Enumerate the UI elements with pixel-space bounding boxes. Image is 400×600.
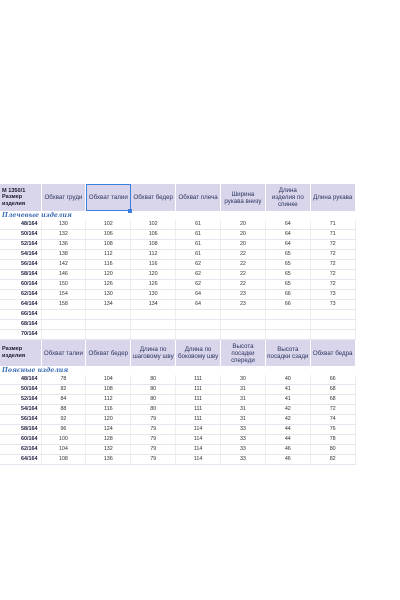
size-cell[interactable]: 56/164 xyxy=(0,415,41,425)
table-cell[interactable]: 111 xyxy=(176,405,221,415)
table-row xyxy=(0,310,400,320)
table-cell[interactable]: 20 xyxy=(221,230,266,240)
table-row xyxy=(0,425,400,435)
table-cell[interactable]: 132 xyxy=(86,445,131,455)
table-cell[interactable]: 65 xyxy=(265,280,310,290)
header-hip-girth[interactable]: Обхват бедер xyxy=(86,340,131,366)
table-cell[interactable]: 116 xyxy=(86,260,131,270)
table-cell[interactable]: 80 xyxy=(131,385,176,395)
table-cell[interactable]: 84 xyxy=(41,395,86,405)
header-back-rise[interactable]: Высота посадки сзади xyxy=(265,340,310,366)
table-cell[interactable]: 71 xyxy=(310,220,355,230)
header-shoulder-girth[interactable]: Обхват плеча xyxy=(176,184,221,211)
spreadsheet xyxy=(0,184,400,465)
table-cell[interactable]: 33 xyxy=(221,425,266,435)
size-cell[interactable]: 64/164 xyxy=(0,455,41,465)
size-cell[interactable]: 58/164 xyxy=(0,270,41,280)
table-cell[interactable]: 82 xyxy=(310,455,355,465)
table-row xyxy=(0,280,400,290)
table-cell[interactable]: 74 xyxy=(310,415,355,425)
size-header-label: Размер изделия xyxy=(2,194,26,207)
table-cell[interactable]: 62 xyxy=(176,260,221,270)
table-cell[interactable]: 31 xyxy=(221,385,266,395)
table-row xyxy=(0,435,400,445)
table-cell[interactable]: 73 xyxy=(310,290,355,300)
table-cell[interactable]: 72 xyxy=(310,240,355,250)
table-cell[interactable]: 134 xyxy=(131,300,176,310)
table-cell[interactable]: 80 xyxy=(131,375,176,385)
header-inseam-length[interactable]: Длина по шаговому шву xyxy=(131,340,176,366)
size-cell[interactable]: 64/164 xyxy=(0,300,41,310)
table-cell[interactable]: 64 xyxy=(265,220,310,230)
table-cell[interactable]: 88 xyxy=(41,405,86,415)
header-sleeve-length[interactable]: Длина рукава xyxy=(310,184,355,211)
header-hip-girth[interactable]: Обхват бедер xyxy=(131,184,176,211)
table-cell[interactable]: 114 xyxy=(176,455,221,465)
table-cell[interactable]: 72 xyxy=(310,260,355,270)
table-cell[interactable]: 120 xyxy=(131,270,176,280)
table-cell[interactable]: 66 xyxy=(310,375,355,385)
table-cell[interactable]: 104 xyxy=(86,375,131,385)
table-cell[interactable]: 79 xyxy=(131,425,176,435)
table-cell[interactable]: 72 xyxy=(310,280,355,290)
table-row xyxy=(0,330,400,340)
table-cell[interactable]: 68 xyxy=(310,395,355,405)
section-title-waist: Поясные изделия xyxy=(2,367,69,374)
size-header-cell[interactable] xyxy=(0,340,41,366)
table-cell[interactable] xyxy=(86,330,131,340)
table-cell[interactable]: 64 xyxy=(176,300,221,310)
table-cell[interactable]: 73 xyxy=(310,300,355,310)
table-cell[interactable] xyxy=(41,310,86,320)
table-cell[interactable] xyxy=(310,320,355,330)
size-cell[interactable]: 60/164 xyxy=(0,280,41,290)
header-chest-girth[interactable]: Обхват груди xyxy=(41,184,86,211)
table-cell[interactable]: 104 xyxy=(41,445,86,455)
table-cell[interactable] xyxy=(265,330,310,340)
table-cell[interactable]: 30 xyxy=(221,375,266,385)
table-cell[interactable]: 66 xyxy=(265,290,310,300)
size-cell[interactable]: 56/164 xyxy=(0,260,41,270)
table-row xyxy=(0,250,400,260)
size-cell[interactable]: 66/164 xyxy=(0,310,41,320)
table-cell[interactable]: 72 xyxy=(310,250,355,260)
table-cell[interactable]: 64 xyxy=(176,290,221,300)
table-cell[interactable]: 114 xyxy=(176,425,221,435)
table-cell[interactable]: 82 xyxy=(41,385,86,395)
table-row xyxy=(0,375,400,385)
table-row xyxy=(0,445,400,455)
header-waist-girth[interactable]: Обхват талии xyxy=(41,340,86,366)
table-cell[interactable]: 46 xyxy=(265,445,310,455)
table-cell[interactable]: 78 xyxy=(41,375,86,385)
table-cell[interactable]: 111 xyxy=(176,375,221,385)
table-cell[interactable]: 146 xyxy=(41,270,86,280)
table-row xyxy=(0,240,400,250)
table-cell[interactable] xyxy=(86,320,131,330)
header-thigh-girth[interactable]: Обхват бедра xyxy=(310,340,355,366)
table-cell[interactable]: 66 xyxy=(265,300,310,310)
table-cell[interactable]: 20 xyxy=(221,240,266,250)
table-cell[interactable] xyxy=(176,320,221,330)
table-cell[interactable]: 42 xyxy=(265,405,310,415)
table-cell[interactable]: 76 xyxy=(310,425,355,435)
table-cell[interactable]: 65 xyxy=(265,260,310,270)
table-cell[interactable]: 112 xyxy=(86,395,131,405)
table-cell[interactable]: 134 xyxy=(86,300,131,310)
size-cell[interactable]: 60/164 xyxy=(0,435,41,445)
table-cell[interactable] xyxy=(221,330,266,340)
table-cell[interactable] xyxy=(265,310,310,320)
table-cell[interactable] xyxy=(265,320,310,330)
table-cell[interactable]: 126 xyxy=(86,280,131,290)
size-cell[interactable]: 70/164 xyxy=(0,330,41,340)
table-cell[interactable]: 142 xyxy=(41,260,86,270)
table-cell[interactable]: 71 xyxy=(310,230,355,240)
table-cell[interactable]: 79 xyxy=(131,455,176,465)
table-row xyxy=(0,270,400,280)
table-cell[interactable]: 128 xyxy=(86,435,131,445)
table-row xyxy=(0,455,400,465)
table-cell[interactable] xyxy=(41,330,86,340)
table-cell[interactable]: 31 xyxy=(221,395,266,405)
table-cell[interactable]: 108 xyxy=(41,455,86,465)
table-cell[interactable] xyxy=(41,320,86,330)
table-row xyxy=(0,300,400,310)
table-cell[interactable] xyxy=(221,320,266,330)
table-cell[interactable]: 68 xyxy=(310,385,355,395)
table-cell[interactable]: 44 xyxy=(265,425,310,435)
table-row xyxy=(0,290,400,300)
table-cell[interactable]: 33 xyxy=(221,435,266,445)
table-cell[interactable]: 44 xyxy=(265,435,310,445)
table-cell[interactable]: 114 xyxy=(176,445,221,455)
table-cell[interactable]: 136 xyxy=(41,240,86,250)
size-cell[interactable]: 48/164 xyxy=(0,375,41,385)
size-cell[interactable]: 50/164 xyxy=(0,230,41,240)
table-cell[interactable] xyxy=(176,330,221,340)
table-cell[interactable]: 31 xyxy=(221,405,266,415)
size-cell[interactable]: 52/164 xyxy=(0,240,41,250)
size-cell[interactable]: 58/164 xyxy=(0,425,41,435)
header-front-rise[interactable]: Высота посадки спереди xyxy=(221,340,266,366)
table-cell[interactable]: 136 xyxy=(86,455,131,465)
table-cell[interactable]: 120 xyxy=(86,415,131,425)
table-cell[interactable]: 108 xyxy=(86,240,131,250)
table-cell[interactable]: 41 xyxy=(265,395,310,405)
table-cell[interactable]: 61 xyxy=(176,250,221,260)
table-cell[interactable]: 111 xyxy=(176,395,221,405)
table-cell[interactable]: 80 xyxy=(131,395,176,405)
table-cell[interactable]: 64 xyxy=(265,240,310,250)
model-code: М 1350/1 xyxy=(2,187,26,194)
table-cell[interactable]: 111 xyxy=(176,385,221,395)
size-header-label: Размер изделия xyxy=(2,346,26,359)
table-cell[interactable]: 61 xyxy=(176,230,221,240)
header-sleeve-width[interactable]: Ширина рукава внизу xyxy=(221,184,266,211)
table-cell[interactable]: 78 xyxy=(310,435,355,445)
table-cell[interactable]: 102 xyxy=(86,220,131,230)
table-cell[interactable] xyxy=(131,320,176,330)
size-header-cell[interactable] xyxy=(0,184,41,211)
table-cell[interactable]: 31 xyxy=(221,415,266,425)
table-row xyxy=(0,395,400,405)
table-cell[interactable]: 154 xyxy=(41,290,86,300)
table-cell[interactable] xyxy=(131,310,176,320)
table-cell[interactable]: 41 xyxy=(265,385,310,395)
table-cell[interactable] xyxy=(131,330,176,340)
table-cell[interactable]: 23 xyxy=(221,290,266,300)
table-cell[interactable]: 46 xyxy=(265,455,310,465)
table-cell[interactable]: 61 xyxy=(176,240,221,250)
table-cell[interactable]: 130 xyxy=(86,290,131,300)
header-back-length[interactable]: Длина изделия по спинке xyxy=(265,184,310,211)
table-cell[interactable]: 65 xyxy=(265,270,310,280)
table-cell[interactable]: 79 xyxy=(131,435,176,445)
table-cell[interactable]: 79 xyxy=(131,445,176,455)
size-cell[interactable]: 62/164 xyxy=(0,445,41,455)
table-cell[interactable]: 116 xyxy=(131,260,176,270)
table-cell[interactable] xyxy=(310,330,355,340)
table-cell[interactable]: 158 xyxy=(41,300,86,310)
size-cell[interactable]: 62/164 xyxy=(0,290,41,300)
table-cell[interactable]: 23 xyxy=(221,300,266,310)
size-cell[interactable]: 52/164 xyxy=(0,395,41,405)
table-cell[interactable]: 42 xyxy=(265,415,310,425)
table-cell[interactable]: 106 xyxy=(86,230,131,240)
table-row xyxy=(0,415,400,425)
table-cell[interactable]: 120 xyxy=(86,270,131,280)
table-cell[interactable]: 112 xyxy=(86,250,131,260)
table-cell[interactable]: 100 xyxy=(41,435,86,445)
table-row xyxy=(0,230,400,240)
table-cell[interactable]: 72 xyxy=(310,270,355,280)
table-cell[interactable]: 79 xyxy=(131,415,176,425)
table-cell[interactable]: 108 xyxy=(86,385,131,395)
table-row xyxy=(0,220,400,230)
size-cell[interactable]: 68/164 xyxy=(0,320,41,330)
table-cell[interactable]: 80 xyxy=(310,445,355,455)
table-cell[interactable]: 124 xyxy=(86,425,131,435)
table-cell[interactable] xyxy=(310,310,355,320)
size-cell[interactable]: 54/164 xyxy=(0,250,41,260)
table-cell[interactable]: 112 xyxy=(131,250,176,260)
table-cell[interactable]: 108 xyxy=(131,240,176,250)
table-cell[interactable]: 64 xyxy=(265,230,310,240)
table-cell[interactable]: 96 xyxy=(41,425,86,435)
size-cell[interactable]: 54/164 xyxy=(0,405,41,415)
section-title-shoulder: Плечевые изделия xyxy=(2,212,72,219)
table-cell[interactable]: 126 xyxy=(131,280,176,290)
table-cell[interactable]: 111 xyxy=(176,415,221,425)
table-cell[interactable] xyxy=(86,310,131,320)
shoulder-items-table xyxy=(0,184,400,340)
waist-items-table xyxy=(0,340,400,465)
table-cell[interactable]: 114 xyxy=(176,435,221,445)
table-cell[interactable]: 22 xyxy=(221,280,266,290)
table-cell[interactable]: 62 xyxy=(176,270,221,280)
table-cell[interactable]: 72 xyxy=(310,405,355,415)
table-row xyxy=(0,405,400,415)
size-cell[interactable]: 48/164 xyxy=(0,220,41,230)
table-cell[interactable] xyxy=(176,310,221,320)
header-waist-girth-selected[interactable]: Обхват талии xyxy=(86,184,131,211)
table-cell[interactable]: 22 xyxy=(221,270,266,280)
table-cell[interactable]: 20 xyxy=(221,220,266,230)
table-cell[interactable]: 130 xyxy=(41,220,86,230)
table-row xyxy=(0,320,400,330)
table-cell[interactable]: 40 xyxy=(265,375,310,385)
table-cell[interactable]: 22 xyxy=(221,250,266,260)
table-cell[interactable]: 62 xyxy=(176,280,221,290)
table-row xyxy=(0,385,400,395)
table-cell[interactable]: 130 xyxy=(131,290,176,300)
table-row xyxy=(0,260,400,270)
table-cell[interactable]: 106 xyxy=(131,230,176,240)
table-cell[interactable]: 33 xyxy=(221,455,266,465)
table-cell[interactable]: 132 xyxy=(41,230,86,240)
table-cell[interactable]: 33 xyxy=(221,445,266,455)
table-cell[interactable]: 65 xyxy=(265,250,310,260)
table-cell[interactable]: 22 xyxy=(221,260,266,270)
table-cell[interactable] xyxy=(221,310,266,320)
table-cell[interactable]: 116 xyxy=(86,405,131,415)
table-cell[interactable]: 61 xyxy=(176,220,221,230)
table-cell[interactable]: 80 xyxy=(131,405,176,415)
table-cell[interactable]: 150 xyxy=(41,280,86,290)
header-side-seam-length[interactable]: Длина по боковому шву xyxy=(176,340,221,366)
table-cell[interactable]: 92 xyxy=(41,415,86,425)
size-cell[interactable]: 50/164 xyxy=(0,385,41,395)
table-cell[interactable]: 102 xyxy=(131,220,176,230)
table-cell[interactable]: 138 xyxy=(41,250,86,260)
